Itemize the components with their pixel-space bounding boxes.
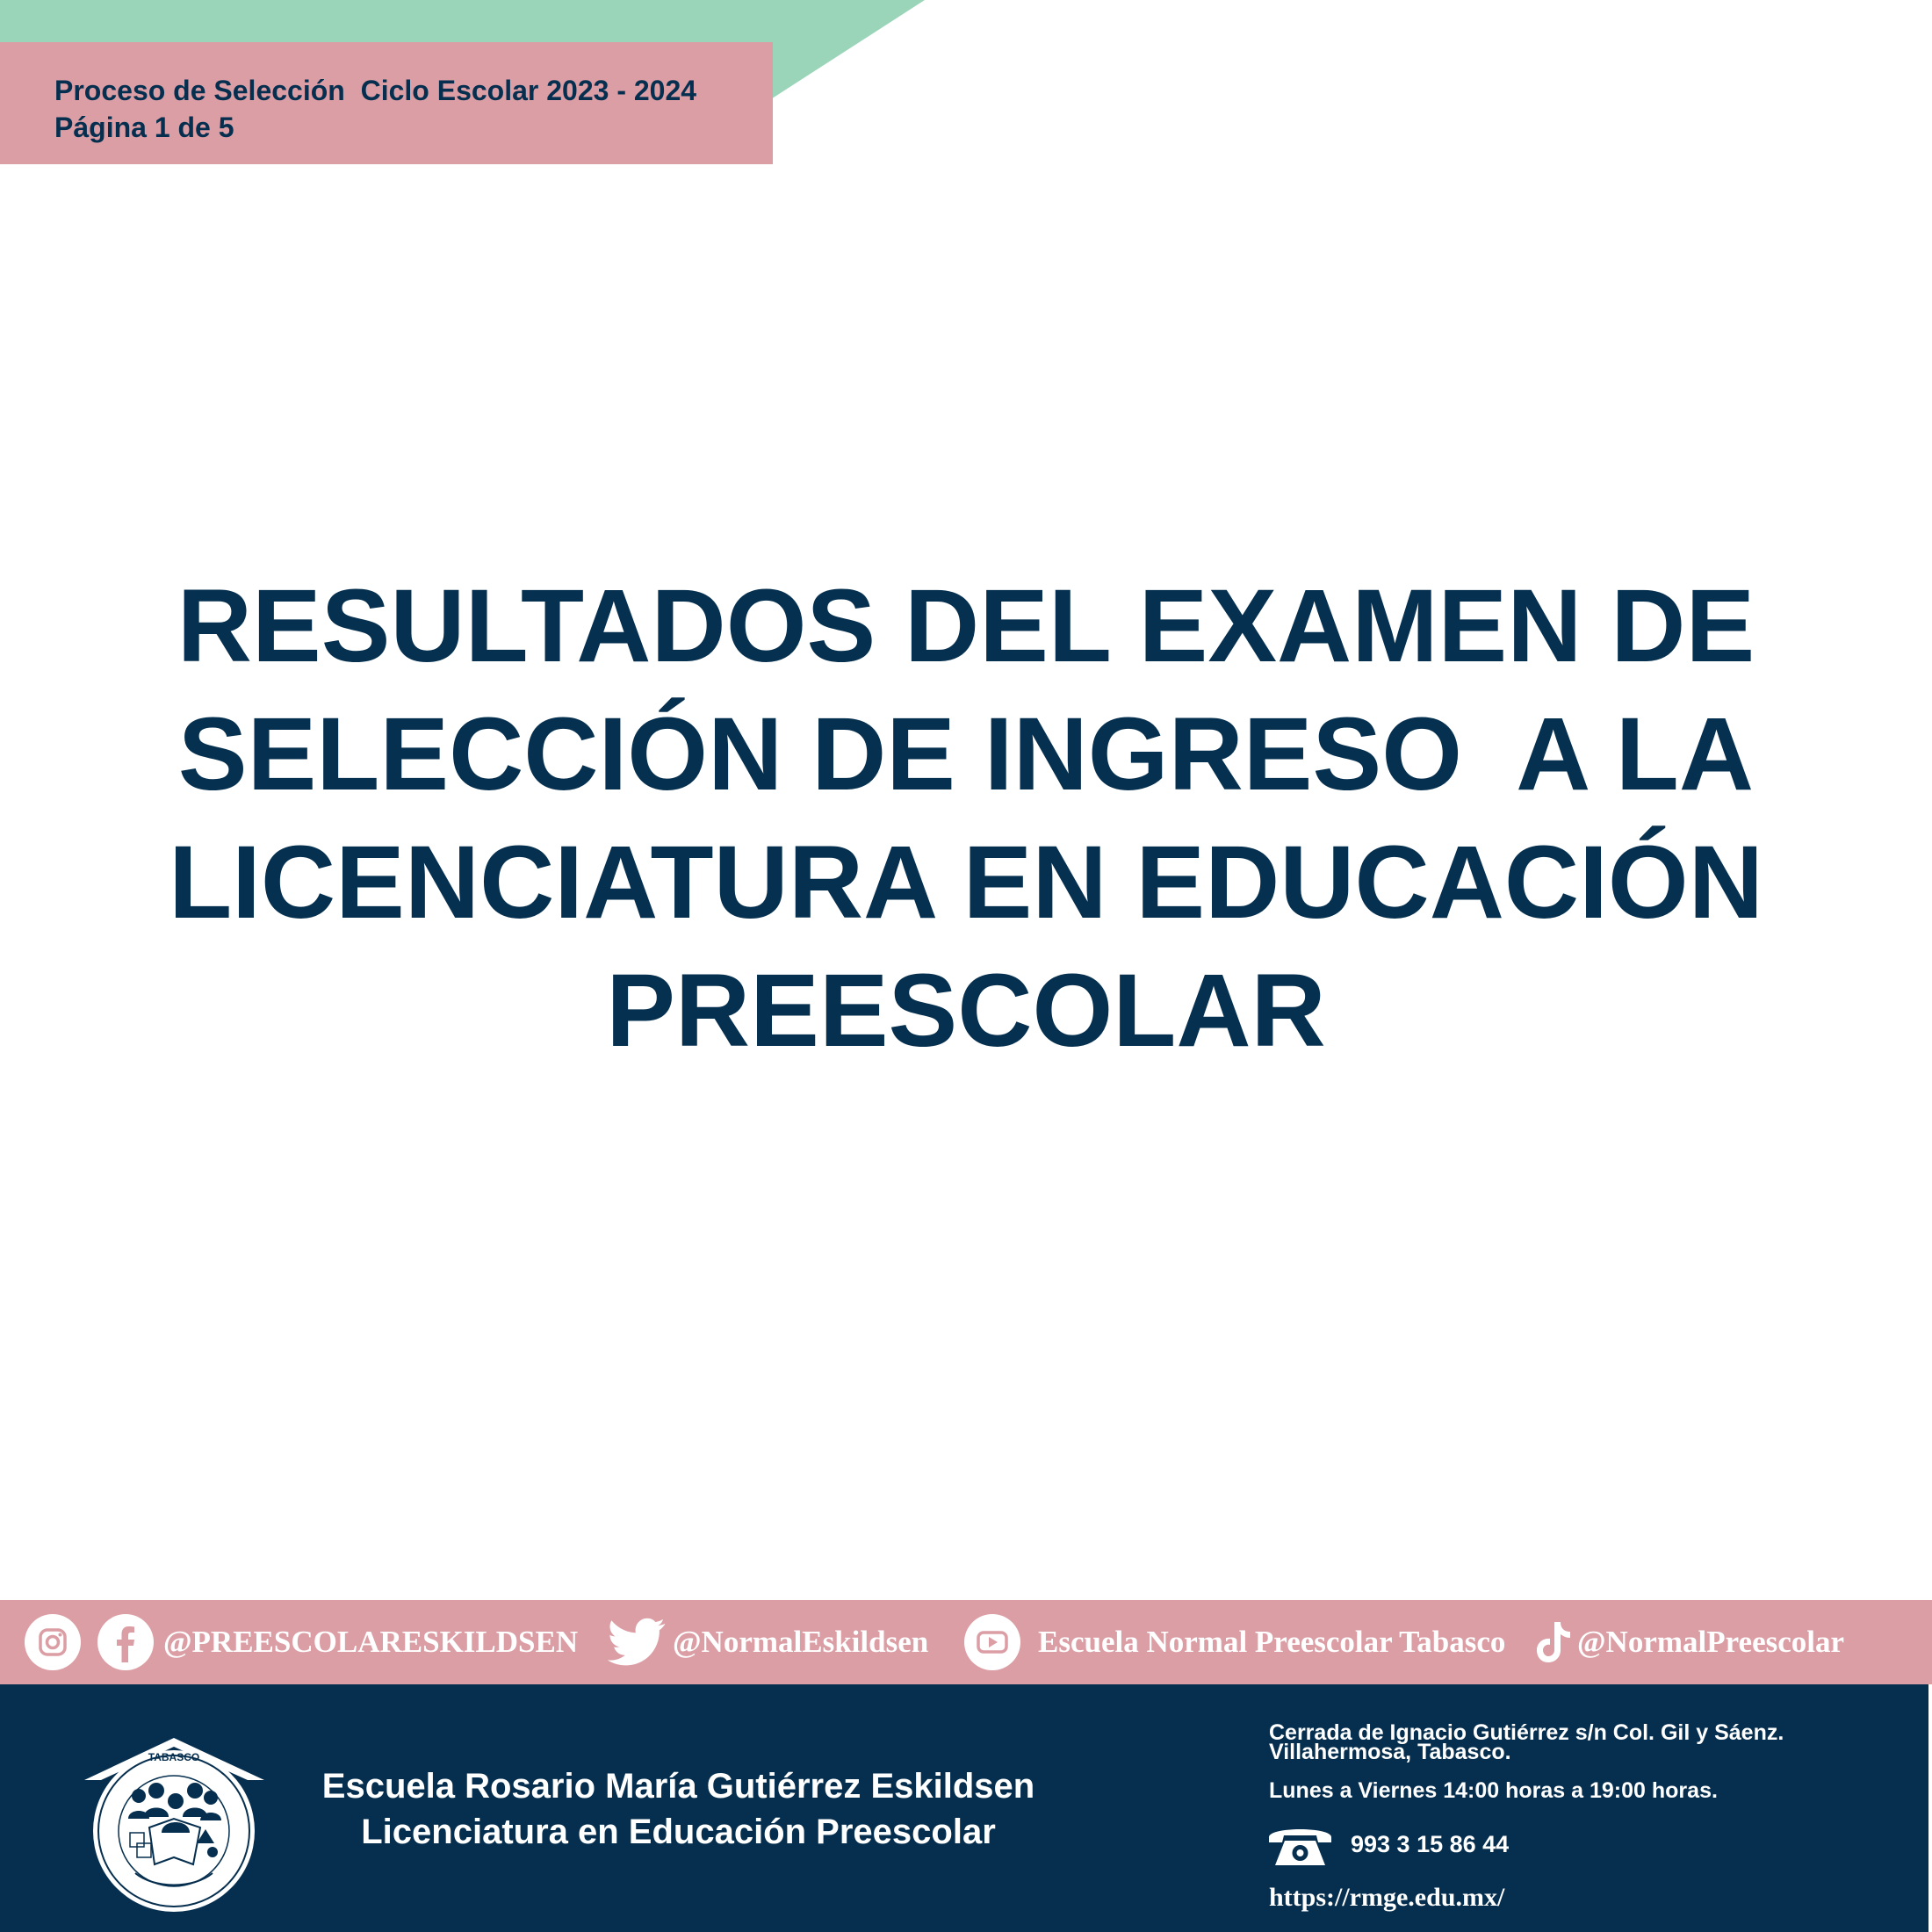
tiktok-link[interactable] <box>1533 1600 1574 1684</box>
title-line-2: SELECCIÓN DE INGRESO A LA <box>177 696 1755 812</box>
tiktok-icon <box>1533 1618 1574 1666</box>
twitter-link[interactable] <box>608 1600 666 1684</box>
instagram-icon <box>25 1614 81 1670</box>
youtube-icon <box>964 1614 1020 1670</box>
phone-icon <box>1267 1825 1333 1869</box>
youtube-channel-link[interactable] <box>1038 1600 1505 1684</box>
instagram-facebook-handle: @PREESCOLARESKILDSEN <box>163 1625 579 1659</box>
tiktok-handle-link[interactable] <box>1577 1600 1844 1684</box>
instagram-link[interactable] <box>25 1600 81 1684</box>
title-line-4: PREESCOLAR <box>606 953 1326 1069</box>
website-link[interactable]: https://rmge.edu.mx/ <box>1269 1883 1505 1912</box>
twitter-handle-link[interactable] <box>673 1600 928 1684</box>
youtube-channel: Escuela Normal Preescolar Tabasco <box>1038 1625 1506 1659</box>
address-line-1: Cerrada de Ignacio Gutiérrez s/n Col. Gil y Sáenz. <box>1269 1720 1784 1745</box>
phone-number[interactable]: 993 3 15 86 44 <box>1351 1831 1510 1857</box>
header-process-cycle: Proceso de Selección Ciclo Escolar 2023 - 2024 <box>54 75 697 106</box>
program-name: Licenciatura en Educación Preescolar <box>361 1813 996 1851</box>
school-name-block <box>255 1763 1102 1855</box>
main-title <box>88 562 1844 1075</box>
twitter-icon <box>608 1617 666 1668</box>
social-band <box>0 1600 1932 1684</box>
header-page-number: Página 1 de 5 <box>54 112 234 143</box>
twitter-handle: @NormalEskildsen <box>673 1625 929 1659</box>
youtube-link[interactable] <box>964 1600 1020 1684</box>
address <box>1269 1720 1784 1764</box>
title-line-1: RESULTADOS DEL EXAMEN DE <box>177 568 1755 684</box>
tiktok-handle: @NormalPreescolar <box>1577 1625 1845 1659</box>
school-name: Escuela Rosario María Gutiérrez Eskildsen <box>321 1767 1035 1806</box>
instagram-facebook-handle-link[interactable] <box>163 1600 578 1684</box>
office-hours: Lunes a Viernes 14:00 horas a 19:00 horas. <box>1269 1778 1718 1803</box>
facebook-icon <box>97 1614 154 1670</box>
logo-text: TABASCO <box>148 1751 200 1763</box>
facebook-link[interactable] <box>97 1600 154 1684</box>
school-logo <box>84 1734 264 1914</box>
header-text <box>54 72 696 146</box>
address-line-2: Villahermosa, Tabasco. <box>1269 1740 1511 1764</box>
title-line-3: LICENCIATURA EN EDUCACIÓN <box>169 825 1763 941</box>
